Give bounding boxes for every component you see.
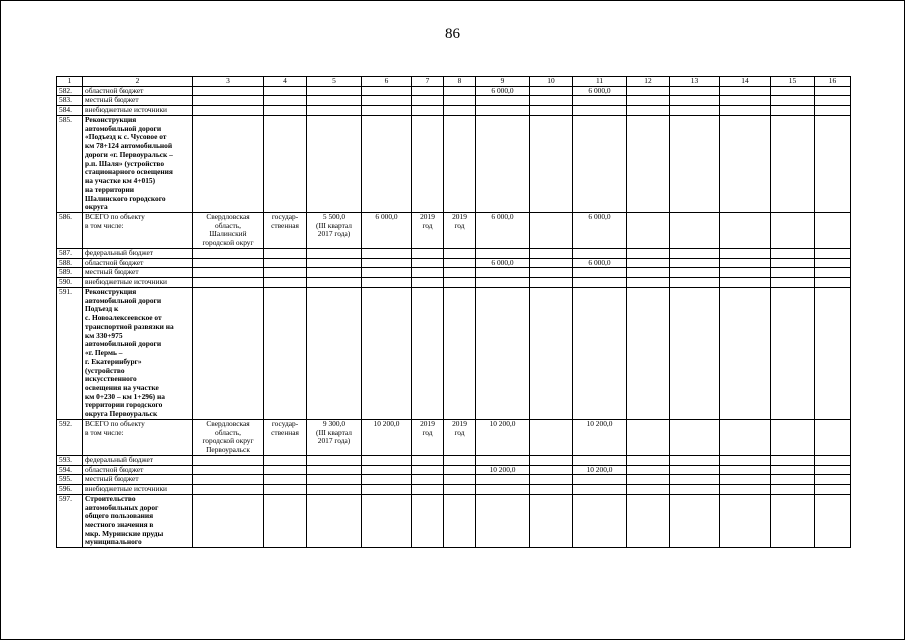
value-cell <box>193 278 264 288</box>
value-cell <box>720 213 771 249</box>
row-number-cell: 586. <box>57 213 83 249</box>
value-cell <box>307 248 362 258</box>
table-row <box>57 268 851 278</box>
value-cell <box>627 494 670 547</box>
value-cell <box>771 475 815 485</box>
value-cell <box>815 485 851 495</box>
column-header-row <box>57 77 851 87</box>
column-header: 4 <box>264 77 307 87</box>
value-cell <box>771 106 815 116</box>
value-cell <box>307 455 362 465</box>
row-number-cell: 595. <box>57 475 83 485</box>
column-header: 13 <box>670 77 720 87</box>
value-cell <box>362 287 412 419</box>
value-cell <box>412 465 444 475</box>
value-cell <box>264 248 307 258</box>
value-cell <box>264 287 307 419</box>
table-row <box>57 96 851 106</box>
value-cell: Свердловская область, Шалинский городской округ <box>193 213 264 249</box>
value-cell <box>412 268 444 278</box>
row-number-cell: 588. <box>57 258 83 268</box>
value-cell <box>530 248 573 258</box>
value-cell <box>815 419 851 455</box>
value-cell <box>670 278 720 288</box>
value-cell <box>412 287 444 419</box>
value-cell <box>193 494 264 547</box>
column-header: 14 <box>720 77 771 87</box>
value-cell <box>815 106 851 116</box>
column-header: 3 <box>193 77 264 87</box>
value-cell <box>573 106 627 116</box>
value-cell <box>670 465 720 475</box>
value-cell <box>476 96 530 106</box>
value-cell <box>444 86 476 96</box>
value-cell <box>476 485 530 495</box>
value-cell <box>412 96 444 106</box>
table-row <box>57 115 851 212</box>
value-cell <box>362 86 412 96</box>
value-cell <box>362 455 412 465</box>
table-row <box>57 248 851 258</box>
column-header: 8 <box>444 77 476 87</box>
value-cell <box>412 258 444 268</box>
row-number-cell: 593. <box>57 455 83 465</box>
value-cell <box>720 465 771 475</box>
table-row <box>57 278 851 288</box>
row-number-cell: 585. <box>57 115 83 212</box>
value-cell <box>573 248 627 258</box>
value-cell <box>720 455 771 465</box>
value-cell <box>307 86 362 96</box>
value-cell <box>307 465 362 475</box>
column-header: 5 <box>307 77 362 87</box>
value-cell <box>307 96 362 106</box>
value-cell <box>530 278 573 288</box>
value-cell <box>771 455 815 465</box>
value-cell <box>720 86 771 96</box>
item-name-cell: областной бюджет <box>83 86 193 96</box>
value-cell <box>193 86 264 96</box>
value-cell <box>412 106 444 116</box>
value-cell <box>670 268 720 278</box>
value-cell <box>476 455 530 465</box>
value-cell: 6 000,0 <box>573 258 627 268</box>
item-name-cell: ВСЕГО по объекту в том числе: <box>83 213 193 249</box>
value-cell <box>720 287 771 419</box>
value-cell <box>670 213 720 249</box>
value-cell <box>815 213 851 249</box>
value-cell <box>815 465 851 475</box>
column-header: 10 <box>530 77 573 87</box>
table-row <box>57 287 851 419</box>
item-name-cell: Строительство автомобильных дорог общего пользования местного значения в мкр. Муринские пруды муниципального <box>83 494 193 547</box>
value-cell <box>476 248 530 258</box>
value-cell <box>264 115 307 212</box>
row-number-cell: 589. <box>57 268 83 278</box>
value-cell <box>362 278 412 288</box>
value-cell <box>476 475 530 485</box>
row-number-cell: 592. <box>57 419 83 455</box>
value-cell <box>307 268 362 278</box>
table-row <box>57 455 851 465</box>
value-cell <box>362 494 412 547</box>
item-name-cell: внебюджетные источники <box>83 106 193 116</box>
value-cell <box>444 258 476 268</box>
value-cell: 10 200,0 <box>362 419 412 455</box>
value-cell <box>670 419 720 455</box>
value-cell <box>771 465 815 475</box>
value-cell <box>476 278 530 288</box>
value-cell <box>264 86 307 96</box>
value-cell <box>444 494 476 547</box>
value-cell <box>307 106 362 116</box>
value-cell <box>627 455 670 465</box>
value-cell <box>362 248 412 258</box>
value-cell <box>264 455 307 465</box>
row-number-cell: 597. <box>57 494 83 547</box>
value-cell <box>771 494 815 547</box>
table-row <box>57 419 851 455</box>
value-cell <box>815 258 851 268</box>
value-cell <box>193 248 264 258</box>
value-cell <box>720 258 771 268</box>
value-cell <box>193 96 264 106</box>
value-cell <box>307 287 362 419</box>
value-cell <box>530 86 573 96</box>
value-cell <box>627 258 670 268</box>
value-cell <box>193 106 264 116</box>
value-cell: 6 000,0 <box>476 258 530 268</box>
value-cell <box>264 485 307 495</box>
value-cell: 2019 год <box>412 213 444 249</box>
column-header: 2 <box>83 77 193 87</box>
value-cell <box>771 419 815 455</box>
value-cell <box>573 268 627 278</box>
value-cell <box>444 268 476 278</box>
value-cell <box>412 278 444 288</box>
value-cell <box>444 455 476 465</box>
value-cell <box>627 485 670 495</box>
value-cell <box>264 258 307 268</box>
value-cell <box>193 115 264 212</box>
value-cell <box>444 287 476 419</box>
value-cell <box>627 419 670 455</box>
item-name-cell: федеральный бюджет <box>83 248 193 258</box>
value-cell: 2019 год <box>444 419 476 455</box>
item-name-cell: ВСЕГО по объекту в том числе: <box>83 419 193 455</box>
value-cell <box>771 278 815 288</box>
value-cell <box>815 248 851 258</box>
value-cell <box>530 258 573 268</box>
value-cell <box>530 485 573 495</box>
row-number-cell: 587. <box>57 248 83 258</box>
value-cell <box>670 248 720 258</box>
value-cell <box>362 465 412 475</box>
value-cell <box>670 475 720 485</box>
value-cell <box>444 475 476 485</box>
value-cell <box>815 268 851 278</box>
value-cell <box>530 287 573 419</box>
table-row <box>57 86 851 96</box>
value-cell <box>530 213 573 249</box>
value-cell <box>670 455 720 465</box>
value-cell <box>362 268 412 278</box>
table-row <box>57 258 851 268</box>
value-cell <box>720 115 771 212</box>
value-cell <box>627 213 670 249</box>
value-cell <box>627 475 670 485</box>
item-name-cell: местный бюджет <box>83 268 193 278</box>
table-row <box>57 106 851 116</box>
value-cell <box>627 115 670 212</box>
value-cell <box>627 268 670 278</box>
value-cell: 6 000,0 <box>476 86 530 96</box>
row-number-cell: 596. <box>57 485 83 495</box>
value-cell: 5 500,0 (III квартал 2017 года) <box>307 213 362 249</box>
value-cell <box>193 287 264 419</box>
item-name-cell: федеральный бюджет <box>83 455 193 465</box>
page-number: 86 <box>445 26 460 42</box>
value-cell <box>720 485 771 495</box>
value-cell <box>815 455 851 465</box>
value-cell <box>530 475 573 485</box>
value-cell <box>362 258 412 268</box>
value-cell <box>627 86 670 96</box>
value-cell <box>193 465 264 475</box>
value-cell <box>362 115 412 212</box>
value-cell <box>771 115 815 212</box>
value-cell <box>530 96 573 106</box>
value-cell <box>771 287 815 419</box>
value-cell <box>530 115 573 212</box>
row-number-cell: 594. <box>57 465 83 475</box>
value-cell <box>307 258 362 268</box>
value-cell <box>476 494 530 547</box>
value-cell <box>530 419 573 455</box>
table-row <box>57 475 851 485</box>
row-number-cell: 583. <box>57 96 83 106</box>
value-cell: 2019 год <box>444 213 476 249</box>
value-cell <box>307 475 362 485</box>
value-cell: 10 200,0 <box>573 465 627 475</box>
value-cell <box>573 494 627 547</box>
value-cell <box>444 485 476 495</box>
value-cell <box>530 494 573 547</box>
value-cell: Свердловская область, городской округ Первоуральск <box>193 419 264 455</box>
value-cell <box>573 96 627 106</box>
value-cell <box>193 455 264 465</box>
value-cell <box>362 485 412 495</box>
value-cell <box>670 106 720 116</box>
row-number-cell: 590. <box>57 278 83 288</box>
value-cell <box>720 494 771 547</box>
item-name-cell: областной бюджет <box>83 258 193 268</box>
item-name-cell: областной бюджет <box>83 465 193 475</box>
table-row <box>57 465 851 475</box>
value-cell <box>670 485 720 495</box>
value-cell <box>264 465 307 475</box>
value-cell <box>362 96 412 106</box>
table-row <box>57 494 851 547</box>
value-cell <box>670 258 720 268</box>
value-cell <box>771 258 815 268</box>
value-cell <box>264 268 307 278</box>
value-cell <box>264 106 307 116</box>
value-cell <box>264 494 307 547</box>
table-row <box>57 485 851 495</box>
value-cell <box>573 287 627 419</box>
value-cell <box>476 115 530 212</box>
value-cell <box>720 268 771 278</box>
value-cell <box>771 248 815 258</box>
value-cell <box>771 268 815 278</box>
value-cell: 6 000,0 <box>573 213 627 249</box>
row-number-cell: 582. <box>57 86 83 96</box>
value-cell: 10 200,0 <box>476 419 530 455</box>
value-cell <box>307 278 362 288</box>
value-cell <box>627 465 670 475</box>
value-cell <box>771 213 815 249</box>
value-cell <box>444 106 476 116</box>
item-name-cell: Реконструкция автомобильной дороги «Подъезд к с. Чусовое от км 78+124 автомобильной дороги «г. Первоуральск – р.п. Шаля» (устройство стационарного освещения на участке км 4+015) на территории Шалинского городского округа <box>83 115 193 212</box>
value-cell <box>444 96 476 106</box>
value-cell <box>412 485 444 495</box>
column-header: 11 <box>573 77 627 87</box>
value-cell <box>771 96 815 106</box>
value-cell <box>362 475 412 485</box>
value-cell <box>193 475 264 485</box>
value-cell <box>627 96 670 106</box>
value-cell <box>412 248 444 258</box>
value-cell <box>412 86 444 96</box>
value-cell <box>264 475 307 485</box>
value-cell <box>412 115 444 212</box>
value-cell: 10 200,0 <box>476 465 530 475</box>
value-cell <box>720 419 771 455</box>
column-header: 1 <box>57 77 83 87</box>
value-cell <box>771 485 815 495</box>
value-cell <box>771 86 815 96</box>
value-cell: 10 200,0 <box>573 419 627 455</box>
value-cell <box>444 115 476 212</box>
value-cell <box>444 278 476 288</box>
value-cell: государ- ственная <box>264 213 307 249</box>
item-name-cell: Реконструкция автомобильной дороги Подъезд к с. Новоалексеевское от транспортной развязки на км 330+975 автомобильной дороги «г. Пермь – г. Екатеринбург» (устройство искусственного освещения на участке км 0+230 – км 1+296) на территории городского округа Первоуральск <box>83 287 193 419</box>
item-name-cell: местный бюджет <box>83 96 193 106</box>
value-cell <box>444 248 476 258</box>
value-cell <box>670 96 720 106</box>
value-cell <box>670 115 720 212</box>
value-cell <box>530 465 573 475</box>
value-cell: 2019 год <box>412 419 444 455</box>
value-cell <box>627 106 670 116</box>
value-cell <box>444 465 476 475</box>
value-cell <box>720 278 771 288</box>
column-header: 16 <box>815 77 851 87</box>
value-cell <box>307 494 362 547</box>
value-cell <box>670 287 720 419</box>
value-cell <box>573 475 627 485</box>
value-cell <box>476 287 530 419</box>
value-cell: 6 000,0 <box>476 213 530 249</box>
value-cell <box>412 475 444 485</box>
column-header: 7 <box>412 77 444 87</box>
value-cell <box>476 106 530 116</box>
value-cell <box>193 485 264 495</box>
value-cell <box>307 115 362 212</box>
table-row <box>57 213 851 249</box>
value-cell <box>670 494 720 547</box>
value-cell: 6 000,0 <box>573 86 627 96</box>
value-cell <box>573 485 627 495</box>
item-name-cell: внебюджетные источники <box>83 278 193 288</box>
value-cell <box>627 278 670 288</box>
value-cell <box>573 455 627 465</box>
value-cell <box>815 475 851 485</box>
value-cell <box>412 494 444 547</box>
column-header: 6 <box>362 77 412 87</box>
value-cell <box>815 278 851 288</box>
column-header: 12 <box>627 77 670 87</box>
column-header: 15 <box>771 77 815 87</box>
value-cell <box>530 268 573 278</box>
value-cell <box>530 106 573 116</box>
value-cell <box>720 106 771 116</box>
value-cell <box>627 287 670 419</box>
value-cell <box>815 86 851 96</box>
value-cell <box>264 96 307 106</box>
item-name-cell: внебюджетные источники <box>83 485 193 495</box>
row-number-cell: 584. <box>57 106 83 116</box>
item-name-cell: местный бюджет <box>83 475 193 485</box>
value-cell <box>476 268 530 278</box>
row-number-cell: 591. <box>57 287 83 419</box>
value-cell <box>530 455 573 465</box>
value-cell <box>670 86 720 96</box>
value-cell: 6 000,0 <box>362 213 412 249</box>
value-cell <box>573 278 627 288</box>
value-cell <box>815 494 851 547</box>
value-cell <box>264 278 307 288</box>
value-cell <box>573 115 627 212</box>
value-cell <box>362 106 412 116</box>
value-cell <box>815 96 851 106</box>
value-cell <box>627 248 670 258</box>
value-cell <box>720 475 771 485</box>
budget-table <box>56 76 851 548</box>
value-cell <box>815 115 851 212</box>
value-cell <box>193 268 264 278</box>
value-cell <box>412 455 444 465</box>
value-cell <box>815 287 851 419</box>
value-cell <box>720 248 771 258</box>
value-cell <box>307 485 362 495</box>
value-cell: 9 300,0 (III квартал 2017 года) <box>307 419 362 455</box>
value-cell: государ- ственная <box>264 419 307 455</box>
value-cell <box>720 96 771 106</box>
column-header: 9 <box>476 77 530 87</box>
value-cell <box>193 258 264 268</box>
